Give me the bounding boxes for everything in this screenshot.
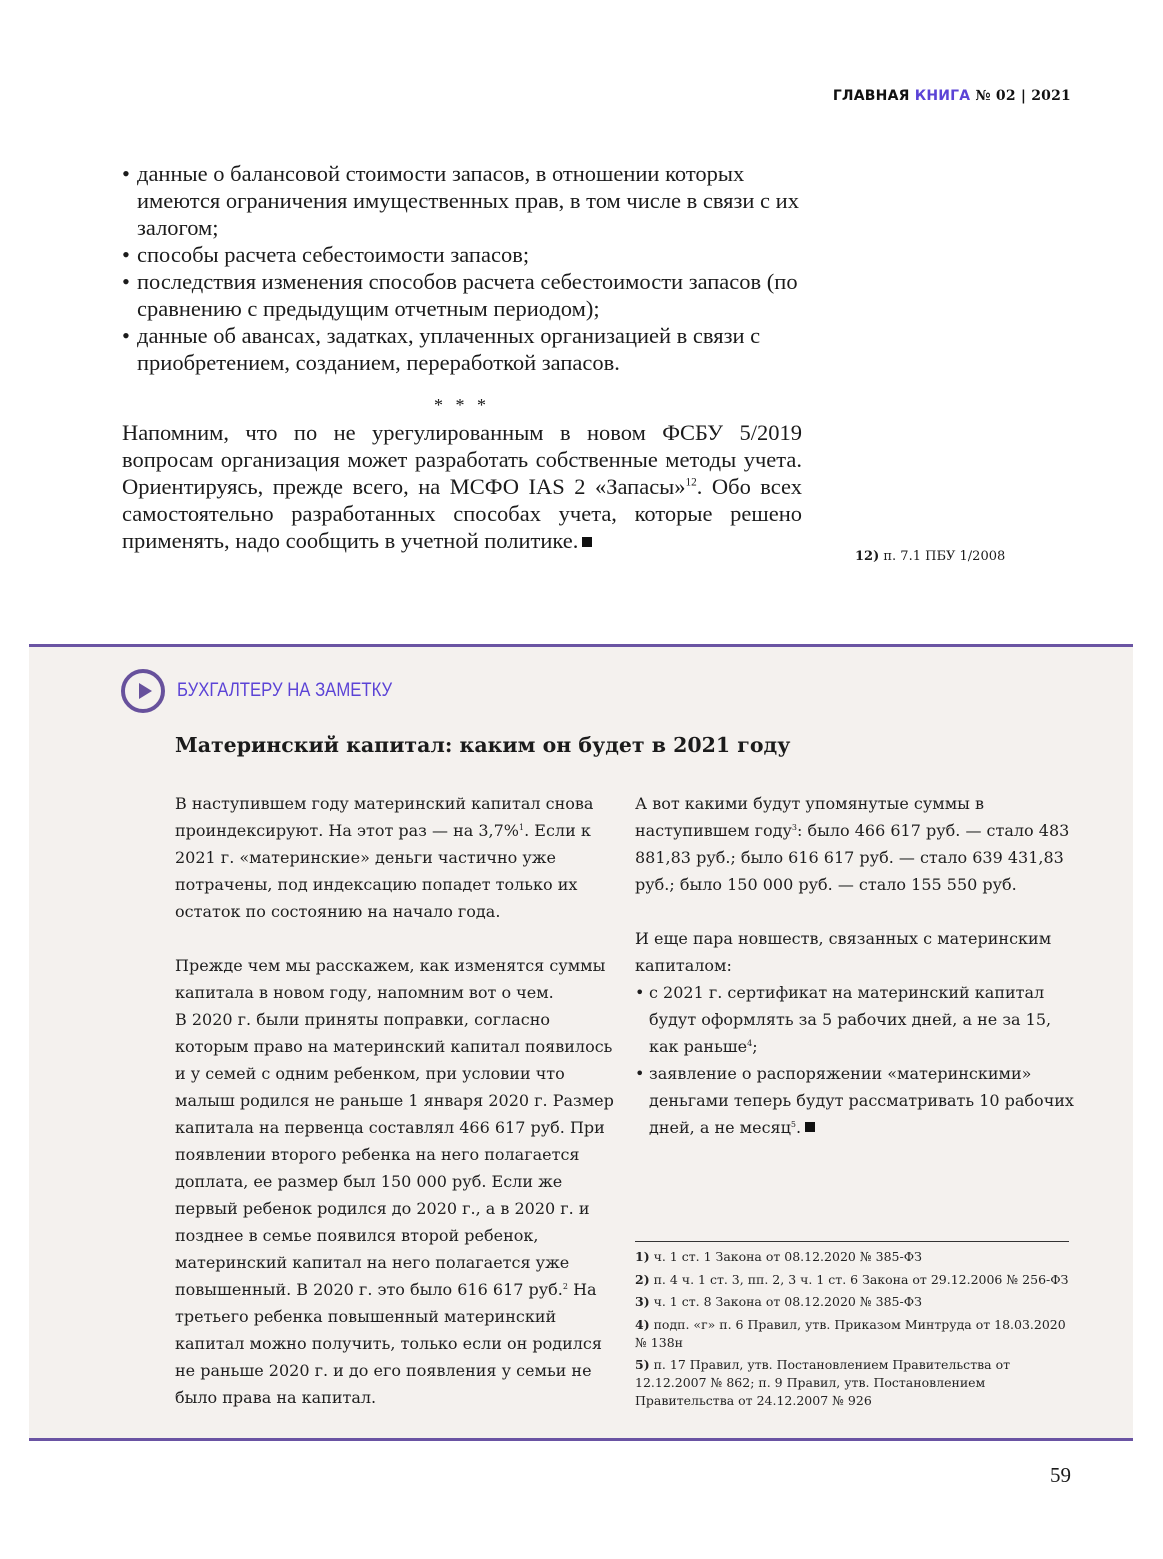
note-left-column: [175, 790, 615, 1411]
note-title: Материнский капитал: каким он будет в 2021 году: [175, 733, 791, 757]
footnotes: [635, 1248, 1075, 1415]
note-right-column: [635, 790, 1075, 1141]
paragraph: И еще пара новшеств, связанных с материнским капиталом:: [635, 929, 1052, 975]
magazine-name-part2: КНИГА: [914, 88, 971, 104]
note-label: БУХГАЛТЕРУ НА ЗАМЕТКУ: [177, 680, 393, 701]
issue-number: № 02 | 2021: [975, 88, 1071, 104]
footnote-ref[interactable]: 3: [791, 823, 798, 832]
footnote: 4) подп. «г» п. 6 Правил, утв. Приказом Минтруда от 18.03.2020 № 138н: [635, 1316, 1066, 1350]
footnote-ref[interactable]: 2: [562, 1282, 568, 1291]
page-number: 59: [1050, 1463, 1071, 1487]
list-item: • с 2021 г. сертификат на материнский капитал будут оформлять за 5 рабочих дней, а не за 15, как раньше$^4$;: [635, 979, 1075, 1060]
end-mark-icon: [805, 1122, 815, 1132]
footnote-ref[interactable]: 1: [519, 823, 525, 832]
list-item: • способы расчета себестоимости запасов;: [122, 241, 802, 268]
magazine-name-part1: ГЛАВНАЯ: [832, 88, 910, 104]
footnote: 3) ч. 1 ст. 8 Закона от 08.12.2020 № 385-ФЗ: [635, 1294, 922, 1309]
paragraph: В наступившем году материнский капитал снова проиндексируют. На этот раз — на 3,7%$^1$. Если к 2021 г. «материнские» деньги частично уже потрачены, под индексацию попадет только их остаток по состоянию на начало года.: [175, 794, 594, 921]
end-mark-icon: [582, 537, 592, 547]
news-list: [635, 979, 1075, 1141]
main-article-column: [122, 160, 802, 554]
footnote-ref[interactable]: 4: [747, 1039, 753, 1048]
paragraph: А вот какими будут упомянутые суммы в наступившем году$^3$: было 466 617 руб. — стало 483 881,83 руб.; было 616 617 руб. — стало 639 431,83 руб.; было 150 000 руб. — стало 155 550 руб.: [635, 794, 1070, 894]
section-separator: * * *: [434, 395, 490, 415]
paragraph: Прежде чем мы расскажем, как изменятся суммы капитала в новом году, напомним вот о чем.: [175, 956, 606, 1002]
running-head: [833, 88, 1071, 104]
side-footnote: 12) п. 7.1 ПБУ 1/2008: [855, 549, 1006, 564]
list-item: • заявление о распоряжении «материнскими» деньгами теперь будут рассматривать 10 рабочих дней, а не месяц$^5$.: [635, 1060, 1075, 1141]
accountant-note-box: [29, 644, 1133, 1441]
play-icon: [121, 669, 165, 713]
footnote: 1) ч. 1 ст. 1 Закона от 08.12.2020 № 385-ФЗ: [635, 1249, 922, 1264]
note-header: [121, 669, 422, 713]
footnotes-divider: [635, 1241, 1069, 1242]
list-item: • последствия изменения способов расчета себестоимости запасов (по сравнению с предыдущим отчетным периодом);: [122, 268, 802, 322]
inventory-disclosure-list: [122, 160, 802, 376]
footnote: 5) п. 17 Правил, утв. Постановлением Правительства от 12.12.2007 № 862; п. 9 Правил, утв. Постановлением Правительства от 24.12.2007 № 926: [635, 1357, 1011, 1408]
footnote-ref[interactable]: 12: [685, 476, 697, 489]
list-item: • данные о балансовой стоимости запасов, в отношении которых имеются ограничения имущественных прав, в том числе в связи с их залогом;: [122, 160, 802, 241]
paragraph: В 2020 г. были приняты поправки, согласно которым право на материнский капитал появилось и у семей с одним ребенком, при условии что малыш родился не раньше 1 января 2020 г. Размер капитала на первенца составлял 466 617 руб. При появлении второго ребенка на него полагается доплата, ее размер был 150 000 руб. Если же первый ребенок родился до 2020 г., а в 2020 г. и позднее в семье появился второй ребенок, материнский капитал на него полагается уже повышенный. В 2020 г. это было 616 617 руб.$^2$ На третьего ребенка повышенный материнский капитал можно получить, только если он родился не раньше 2020 г. и до его появления у семьи не было права на капитал.: [175, 1010, 614, 1407]
footnote: 2) п. 4 ч. 1 ст. 3, пп. 2, 3 ч. 1 ст. 6 Закона от 29.12.2006 № 256-ФЗ: [635, 1271, 1069, 1287]
closing-paragraph: Напомним, что по не урегулированным в новом ФСБУ 5/2019 вопросам организация может разработать собственные методы учета. Ориентируясь, прежде всего, на МСФО IAS 2 «Запасы»$^{12}$. Обо всех самостоятельно разработанных способах учета, которые решено применять, надо сообщить в учетной политике.: [122, 420, 802, 553]
list-item: • данные об авансах, задатках, уплаченных организацией в связи с приобретением, созданием, переработкой запасов.: [122, 322, 802, 376]
footnote-ref[interactable]: 5: [790, 1120, 797, 1129]
footnote-number: 12): [855, 549, 880, 564]
